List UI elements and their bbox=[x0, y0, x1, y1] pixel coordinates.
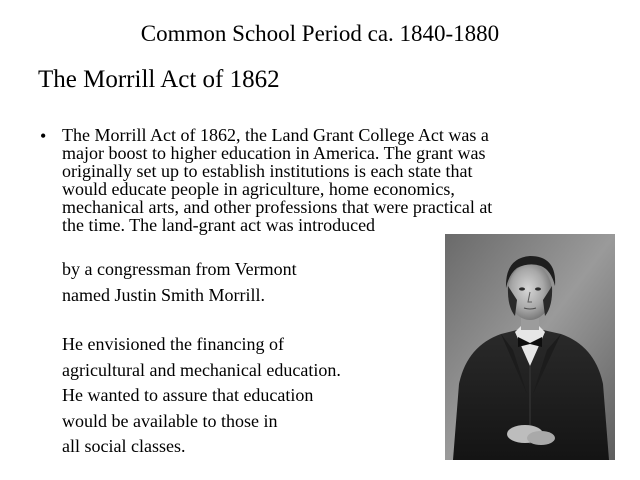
text-line: He envisioned the financing of bbox=[62, 334, 284, 354]
bullet-paragraph-2 bbox=[62, 332, 341, 460]
text-line: major boost to higher education in America. The grant was bbox=[62, 143, 486, 163]
bullet-marker: • bbox=[40, 126, 47, 146]
text-line: agricultural and mechanical education. bbox=[62, 359, 341, 380]
bullet-paragraph-1 bbox=[62, 126, 602, 234]
text-line: mechanical arts, and other professions that were practical at bbox=[62, 197, 493, 217]
portrait-photo bbox=[445, 234, 615, 460]
text-line: by a congressman from Vermont bbox=[62, 259, 297, 279]
slide-title: Common School Period ca. 1840-1880 bbox=[140, 21, 500, 46]
bullet-paragraph-1-continued bbox=[62, 257, 297, 308]
text-line: The Morrill Act of 1862, the Land Grant College Act was a bbox=[62, 125, 489, 145]
text-line: the time. The land-grant act was introduced bbox=[62, 215, 376, 235]
text-line: would educate people in agriculture, home economics, bbox=[62, 179, 455, 199]
text-line: all social classes. bbox=[62, 436, 186, 456]
slide-subtitle: The Morrill Act of 1862 bbox=[38, 66, 280, 93]
text-line: named Justin Smith Morrill. bbox=[62, 284, 266, 305]
text-line: would be available to those in bbox=[62, 410, 278, 431]
portrait-image bbox=[445, 234, 615, 460]
text-line: He wanted to assure that education bbox=[62, 385, 314, 405]
text-line: originally set up to establish institutions is each state that bbox=[62, 161, 473, 181]
